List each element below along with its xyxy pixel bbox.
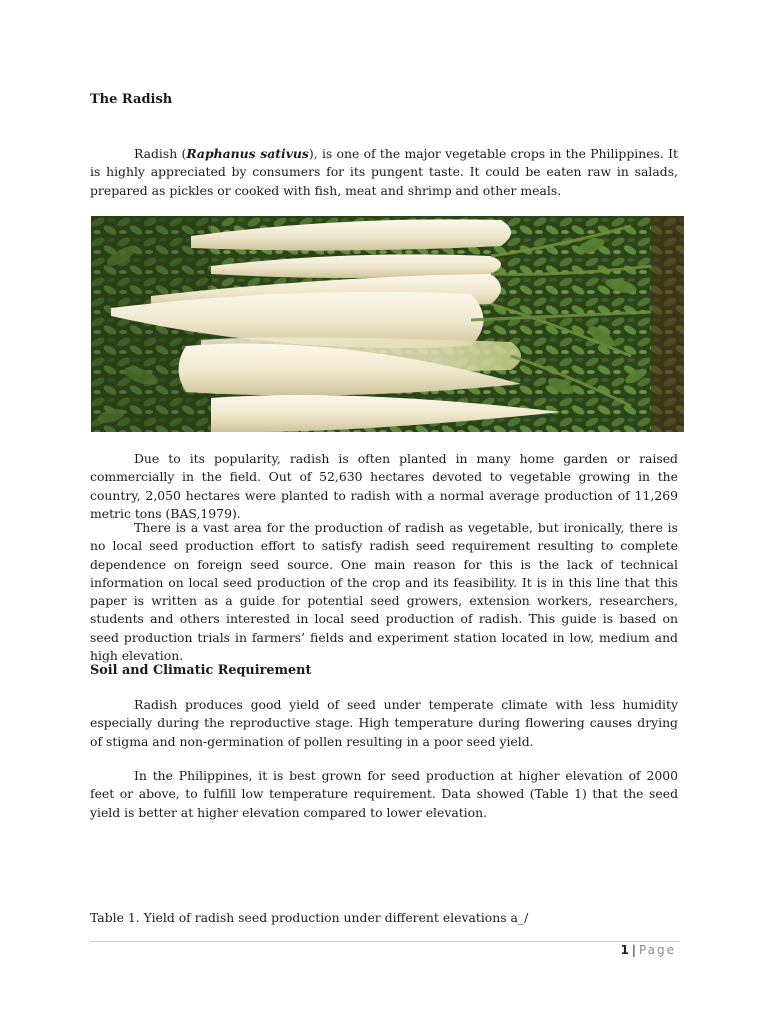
radish-photo [91, 216, 684, 432]
paragraph-climate: Radish produces good yield of seed under temperate climate with less humidity especially during the reproductive stage. High temperature during flowering causes drying of stigma and non-germination of pollen resulting in a poor seed yield. [90, 697, 678, 749]
section-heading: Soil and Climatic Requirement [90, 663, 312, 678]
page-number: 1 [620, 943, 629, 957]
footer-separator: | [631, 943, 636, 957]
page-footer [621, 943, 676, 957]
footer-divider [90, 941, 680, 942]
intro-paragraph: Radish (Raphanus sativus), is one of the major vegetable crops in the Philippines. It is highly appreciated by consumers for its pungent taste. It could be eaten raw in salads, prepared as pickles or cooked with fish, meat and shrimp and other meals. [90, 146, 678, 198]
paragraph-elevation: In the Philippines, it is best grown for seed production at higher elevation of 2000 feet or above, to fulfill low temperature requirement. Data showed (Table 1) that the seed yield is better at higher elevation compared to lower elevation. [90, 768, 678, 820]
page-title: The Radish [90, 92, 173, 107]
paragraph-popularity: Due to its popularity, radish is often planted in many home garden or raised commercially in the field. Out of 52,630 hectares devoted to vegetable growing in the country, 2,050 hectares were planted to radish with a normal average production of 11,269 metric tons (BAS,1979). [90, 451, 678, 521]
scientific-name: Raphanus sativus [186, 146, 309, 161]
table-caption: Table 1. Yield of radish seed production under different elevations a_/ [90, 910, 529, 925]
paragraph-seed-production: There is a vast area for the production of radish as vegetable, but ironically, there is no local seed production effort to satisfy radish seed requirement resulting to complete dependence on foreign seed source. One main reason for this is the lack of technical information on local seed production of the crop and its feasibility. It is in this line that this paper is written as a guide for potential seed growers, extension workers, researchers, students and others interested in local seed production of radish. This guide is based on seed production trials in farmers’ fields and experiment station located in low, medium and high elevation. [90, 520, 678, 664]
page-label: Page [638, 943, 676, 957]
